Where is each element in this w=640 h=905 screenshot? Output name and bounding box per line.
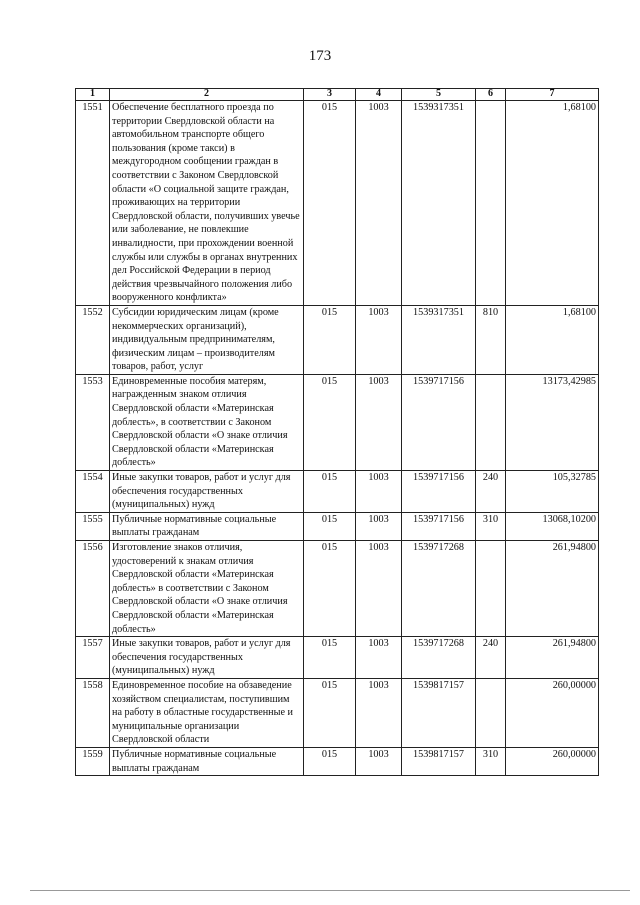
target-article-cell: 1539817157 [402,747,476,775]
code-cell: 015 [304,637,356,679]
expense-type-cell: 240 [476,471,506,513]
expense-type-cell [476,678,506,747]
amount-cell: 1,68100 [506,101,599,306]
section-cell: 1003 [356,637,402,679]
code-cell: 015 [304,374,356,470]
expense-type-cell [476,541,506,637]
expense-type-cell: 810 [476,305,506,374]
section-cell: 1003 [356,471,402,513]
table-body [76,101,599,776]
section-cell: 1003 [356,541,402,637]
description-cell: Обеспечение бесплатного проезда по территории Свердловской области на автомобильном транспорте общего пользования (кроме такси) в междугородном сообщении граждан в соответствии с Законом Свердловской области «О социальной защите граждан, проживающих на территории Свердловской области, получивших увечье или заболевание, не повлекшие инвалидности, при прохождении военной службы или службы в органах внутренних дел Российской Федерации в период действия чрезвычайного положения либо вооруженного конфликта» [110,101,304,306]
code-cell: 015 [304,512,356,540]
amount-cell: 261,94800 [506,541,599,637]
table-header-row [76,89,599,101]
row-number-cell: 1555 [76,512,110,540]
table-row [76,305,599,374]
description-cell: Публичные нормативные социальные выплаты гражданам [110,747,304,775]
expense-type-cell [476,101,506,306]
target-article-cell: 1539717156 [402,512,476,540]
description-cell: Публичные нормативные социальные выплаты гражданам [110,512,304,540]
table-row [76,101,599,306]
target-article-cell: 1539817157 [402,678,476,747]
table-row [76,512,599,540]
budget-table [75,88,599,776]
target-article-cell: 1539717156 [402,471,476,513]
row-number-cell: 1553 [76,374,110,470]
table-row [76,637,599,679]
section-cell: 1003 [356,512,402,540]
section-cell: 1003 [356,374,402,470]
amount-cell: 13068,10200 [506,512,599,540]
expense-type-cell: 310 [476,512,506,540]
row-number-cell: 1557 [76,637,110,679]
table-row [76,678,599,747]
table-row [76,747,599,775]
page-number: 173 [308,48,332,64]
row-number-cell: 1556 [76,541,110,637]
table-row [76,541,599,637]
description-cell: Изготовление знаков отличия, удостоверений к знакам отличия Свердловской области «Материнская доблесть» в соответствии с Законом Свердловской области «О знаке отличия Свердловской области «Материнская доблесть» [110,541,304,637]
target-article-cell: 1539717156 [402,374,476,470]
column-header: 5 [402,89,476,101]
table-row [76,374,599,470]
column-header: 2 [110,89,304,101]
section-cell: 1003 [356,101,402,306]
section-cell: 1003 [356,747,402,775]
code-cell: 015 [304,471,356,513]
column-header: 6 [476,89,506,101]
row-number-cell: 1552 [76,305,110,374]
description-cell: Субсидии юридическим лицам (кроме некоммерческих организаций), индивидуальным предпринимателям, физическим лицам – производителям товаров, работ, услуг [110,305,304,374]
target-article-cell: 1539317351 [402,305,476,374]
column-header: 3 [304,89,356,101]
row-number-cell: 1559 [76,747,110,775]
description-cell: Единовременные пособия матерям, награжденным знаком отличия Свердловской области «Материнская доблесть», в соответствии с Законом Свердловской области «О знаке отличия Свердловской области «Материнская доблесть» [110,374,304,470]
amount-cell: 260,00000 [506,678,599,747]
target-article-cell: 1539717268 [402,637,476,679]
description-cell: Иные закупки товаров, работ и услуг для обеспечения государственных (муниципальных) нужд [110,471,304,513]
code-cell: 015 [304,101,356,306]
row-number-cell: 1551 [76,101,110,306]
expense-type-cell: 240 [476,637,506,679]
amount-cell: 13173,42985 [506,374,599,470]
expense-type-cell: 310 [476,747,506,775]
code-cell: 015 [304,747,356,775]
table-row [76,471,599,513]
column-header: 1 [76,89,110,101]
code-cell: 015 [304,305,356,374]
code-cell: 015 [304,541,356,637]
row-number-cell: 1558 [76,678,110,747]
target-article-cell: 1539317351 [402,101,476,306]
code-cell: 015 [304,678,356,747]
description-cell: Иные закупки товаров, работ и услуг для обеспечения государственных (муниципальных) нужд [110,637,304,679]
amount-cell: 105,32785 [506,471,599,513]
amount-cell: 260,00000 [506,747,599,775]
page-bottom-rule [30,890,630,891]
row-number-cell: 1554 [76,471,110,513]
description-cell: Единовременное пособие на обзаведение хозяйством специалистам, поступившим на работу в областные государственные и муниципальные организации Свердловской области [110,678,304,747]
column-header: 7 [506,89,599,101]
expense-type-cell [476,374,506,470]
section-cell: 1003 [356,305,402,374]
amount-cell: 1,68100 [506,305,599,374]
target-article-cell: 1539717268 [402,541,476,637]
column-header: 4 [356,89,402,101]
amount-cell: 261,94800 [506,637,599,679]
section-cell: 1003 [356,678,402,747]
